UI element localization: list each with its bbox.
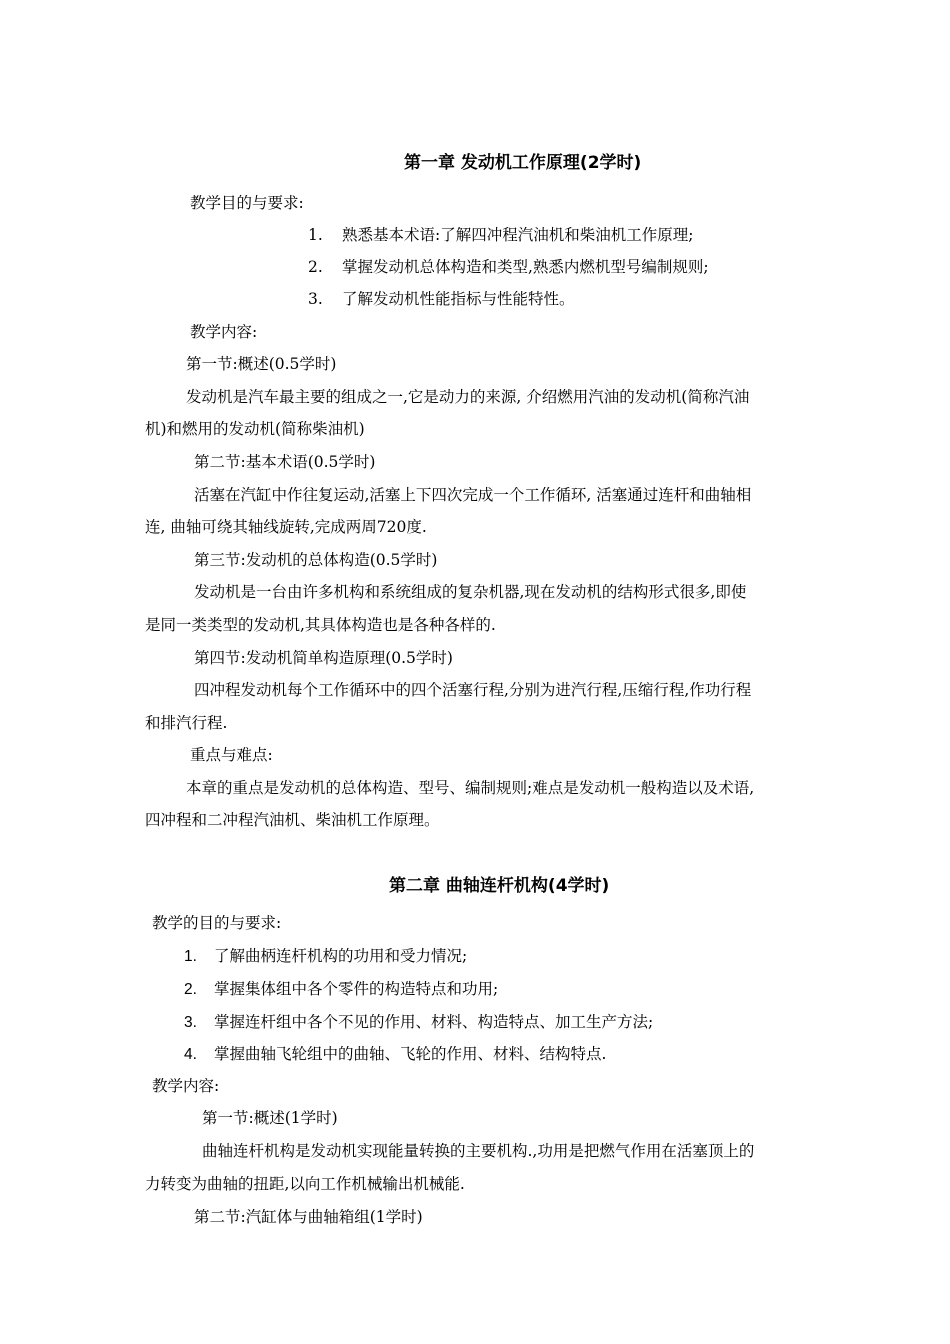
chapter-1-section-4-title: 第四节:发动机简单构造原理(0.5学时) [194,649,453,667]
section-paragraph-line: 机)和燃用的发动机(简称柴油机) [145,420,365,438]
key-paragraph-line: 四冲程和二冲程汽油机、柴油机工作原理。 [145,811,440,829]
goal-text: 掌握集体组中各个零件的构造特点和功用; [214,980,499,998]
chapter-1-goal-2 [308,257,709,277]
chapter-2-title: 第二章 曲轴连杆机构(4学时) [389,876,610,896]
goal-text: 熟悉基本术语:了解四冲程汽油机和柴油机工作原理; [342,226,694,244]
chapter-1-goal-1 [308,225,693,245]
chapter-2-goal-1 [184,946,467,967]
section-paragraph-line: 发动机是一台由许多机构和系统组成的复杂机器,现在发动机的结构形式很多,即使 [194,583,747,601]
chapter-2-goal-4 [184,1044,606,1065]
chapter-2-section-1-title: 第一节:概述(1学时) [202,1109,338,1127]
section-paragraph-line: 是同一类类型的发动机,其具体构造也是各种各样的. [145,616,496,634]
section-paragraph-line: 活塞在汽缸中作往复运动,活塞上下四次完成一个工作循环, 活塞通过连杆和曲轴相 [194,486,752,504]
goal-number: 3. [308,290,323,308]
section-paragraph-line: 连, 曲轴可绕其轴线旋转,完成两周720度. [145,518,427,536]
goal-number: 1. [308,226,323,244]
goal-number: 4. [184,1046,197,1063]
chapter-1-section-3-title: 第三节:发动机的总体构造(0.5学时) [194,551,438,569]
chapter-1-goal-3 [308,289,575,309]
chapter-1-goals-heading: 教学目的与要求: [190,194,304,212]
key-paragraph-line: 本章的重点是发动机的总体构造、型号、编制规则;难点是发动机一般构造以及术语, [186,779,755,797]
chapter-2-content-heading: 教学内容: [152,1077,220,1095]
chapter-1-title: 第一章 发动机工作原理(2学时) [404,153,642,173]
chapter-2-goals-heading: 教学的目的与要求: [152,914,282,932]
chapter-1-section-2-title: 第二节:基本术语(0.5学时) [194,453,376,471]
goal-text: 了解曲柄连杆机构的功用和受力情况; [214,947,468,965]
chapter-1-section-1-title: 第一节:概述(0.5学时) [186,355,337,373]
section-paragraph-line: 力转变为曲轴的扭距,以向工作机械输出机械能. [145,1175,465,1193]
chapter-1-key-heading: 重点与难点: [190,746,273,764]
goal-text: 掌握发动机总体构造和类型,熟悉内燃机型号编制规则; [342,258,709,276]
section-paragraph-line: 发动机是汽车最主要的组成之一,它是动力的来源, 介绍燃用汽油的发动机(简称汽油 [186,388,750,406]
chapter-1-content-heading: 教学内容: [190,323,258,341]
goal-text: 掌握曲轴飞轮组中的曲轴、飞轮的作用、材料、结构特点. [214,1045,607,1063]
goal-text: 掌握连杆组中各个不见的作用、材料、构造特点、加工生产方法; [214,1013,654,1031]
goal-number: 1. [184,948,197,965]
section-paragraph-line: 四冲程发动机每个工作循环中的四个活塞行程,分别为进汽行程,压缩行程,作功行程 [194,681,752,699]
section-paragraph-line: 和排汽行程. [145,714,228,732]
goal-number: 2. [184,981,197,998]
chapter-2-goal-3 [184,1012,653,1033]
goal-number: 3. [184,1014,197,1031]
chapter-2-goal-2 [184,979,498,1000]
chapter-2-section-2-title: 第二节:汽缸体与曲轴箱组(1学时) [194,1208,423,1226]
goal-number: 2. [308,258,323,276]
section-paragraph-line: 曲轴连杆机构是发动机实现能量转换的主要机构.,功用是把燃气作用在活塞顶上的 [202,1142,755,1160]
goal-text: 了解发动机性能指标与性能特性。 [342,290,575,308]
